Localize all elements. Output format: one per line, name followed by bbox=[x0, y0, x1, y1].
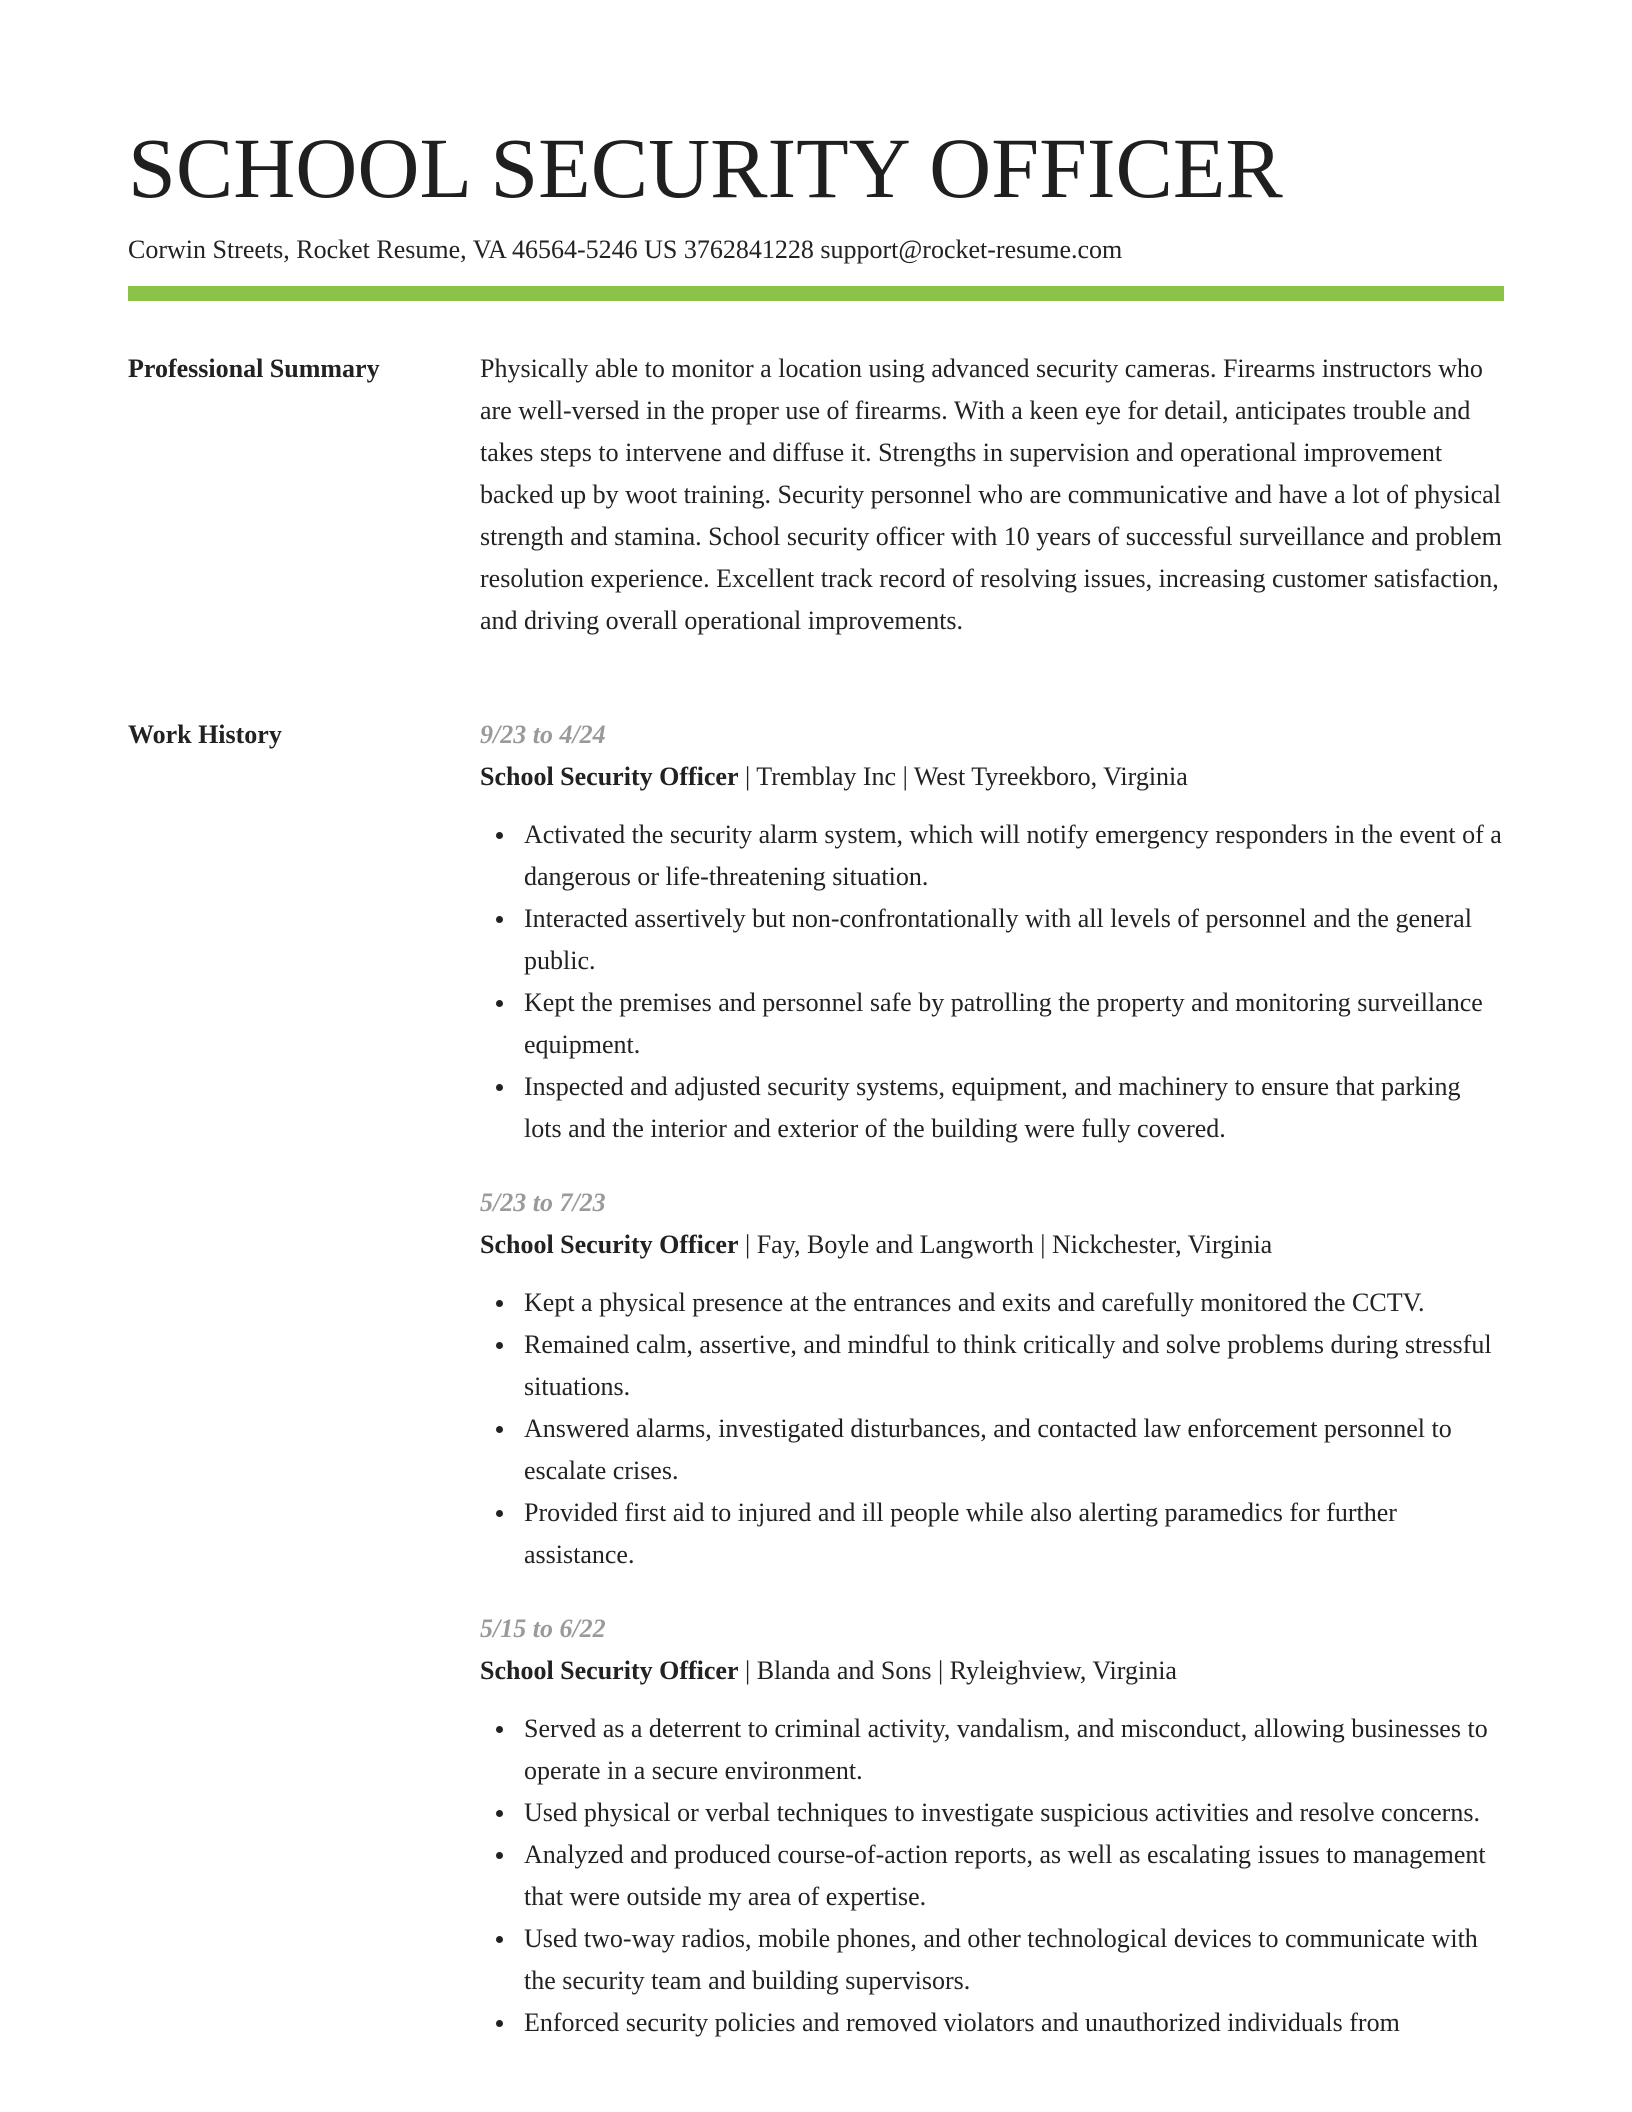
job-employer-location: | Fay, Boyle and Langworth | Nickchester, Virginia bbox=[738, 1230, 1273, 1259]
job-bullet: Analyzed and produced course-of-action reports, as well as escalating issues to management that were outside my area of expertise. bbox=[524, 1834, 1504, 1918]
job-bullet: Remained calm, assertive, and mindful to think critically and solve problems during stressful situations. bbox=[524, 1324, 1504, 1408]
job-bullet-list bbox=[480, 1708, 1504, 2044]
job-heading bbox=[480, 1650, 1504, 1692]
job-bullet-list bbox=[480, 1282, 1504, 1576]
job-title: School Security Officer bbox=[480, 1230, 739, 1259]
job-bullet: Answered alarms, investigated disturbances, and contacted law enforcement personnel to escalate crises. bbox=[524, 1408, 1504, 1492]
job-title: School Security Officer bbox=[480, 1656, 739, 1685]
job-bullet: Inspected and adjusted security systems, equipment, and machinery to ensure that parking lots and the interior and exterior of the building were fully covered. bbox=[524, 1066, 1504, 1150]
job-entry bbox=[480, 714, 1504, 1150]
job-bullet: Kept the premises and personnel safe by patrolling the property and monitoring surveillance equipment. bbox=[524, 982, 1504, 1066]
job-employer-location: | Blanda and Sons | Ryleighview, Virginia bbox=[738, 1656, 1177, 1685]
summary-body bbox=[480, 348, 1504, 642]
summary-paragraph: Physically able to monitor a location using advanced security cameras. Firearms instructors who are well-versed in the proper use of firearms. With a keen eye for detail, anticipates trouble and takes steps to intervene and diffuse it. Strengths in supervision and operational improvement backed up by woot training. Security personnel who are communicative and have a lot of physical strength and stamina. School security officer with 10 years of successful surveillance and problem resolution experience. Excellent track record of resolving issues, increasing customer satisfaction, and driving overall operational improvements. bbox=[480, 354, 1502, 635]
accent-divider bbox=[128, 286, 1504, 301]
job-heading bbox=[480, 1224, 1504, 1266]
job-dates: 5/23 to 7/23 bbox=[480, 1188, 606, 1217]
contact-line: Corwin Streets, Rocket Resume, VA 46564-5246 US 3762841228 support@rocket-resume.com bbox=[128, 235, 1123, 264]
resume-name-heading: SCHOOL SECURITY OFFICER bbox=[128, 120, 1283, 216]
job-bullet: Enforced security policies and removed violators and unauthorized individuals from bbox=[524, 2002, 1504, 2044]
job-bullet: Provided first aid to injured and ill people while also alerting paramedics for further assistance. bbox=[524, 1492, 1504, 1576]
job-bullet: Used physical or verbal techniques to investigate suspicious activities and resolve concerns. bbox=[524, 1792, 1504, 1834]
job-dates: 9/23 to 4/24 bbox=[480, 720, 606, 749]
job-bullet: Used two-way radios, mobile phones, and other technological devices to communicate with the security team and building supervisors. bbox=[524, 1918, 1504, 2002]
job-entry bbox=[480, 1182, 1504, 1576]
work-history-body bbox=[480, 714, 1504, 2076]
job-bullet: Kept a physical presence at the entrances and exits and carefully monitored the CCTV. bbox=[524, 1282, 1504, 1324]
job-heading bbox=[480, 756, 1504, 798]
job-title: School Security Officer bbox=[480, 762, 739, 791]
job-bullet: Interacted assertively but non-confrontationally with all levels of personnel and the general public. bbox=[524, 898, 1504, 982]
job-bullet: Activated the security alarm system, which will notify emergency responders in the event of a dangerous or life-threatening situation. bbox=[524, 814, 1504, 898]
job-employer-location: | Tremblay Inc | West Tyreekboro, Virginia bbox=[738, 762, 1188, 791]
section-label-work-history: Work History bbox=[128, 720, 282, 749]
job-bullet-list bbox=[480, 814, 1504, 1150]
job-dates: 5/15 to 6/22 bbox=[480, 1614, 606, 1643]
job-bullet: Served as a deterrent to criminal activity, vandalism, and misconduct, allowing businesses to operate in a secure environment. bbox=[524, 1708, 1504, 1792]
section-label-professional-summary: Professional Summary bbox=[128, 354, 380, 383]
job-entry bbox=[480, 1608, 1504, 2044]
